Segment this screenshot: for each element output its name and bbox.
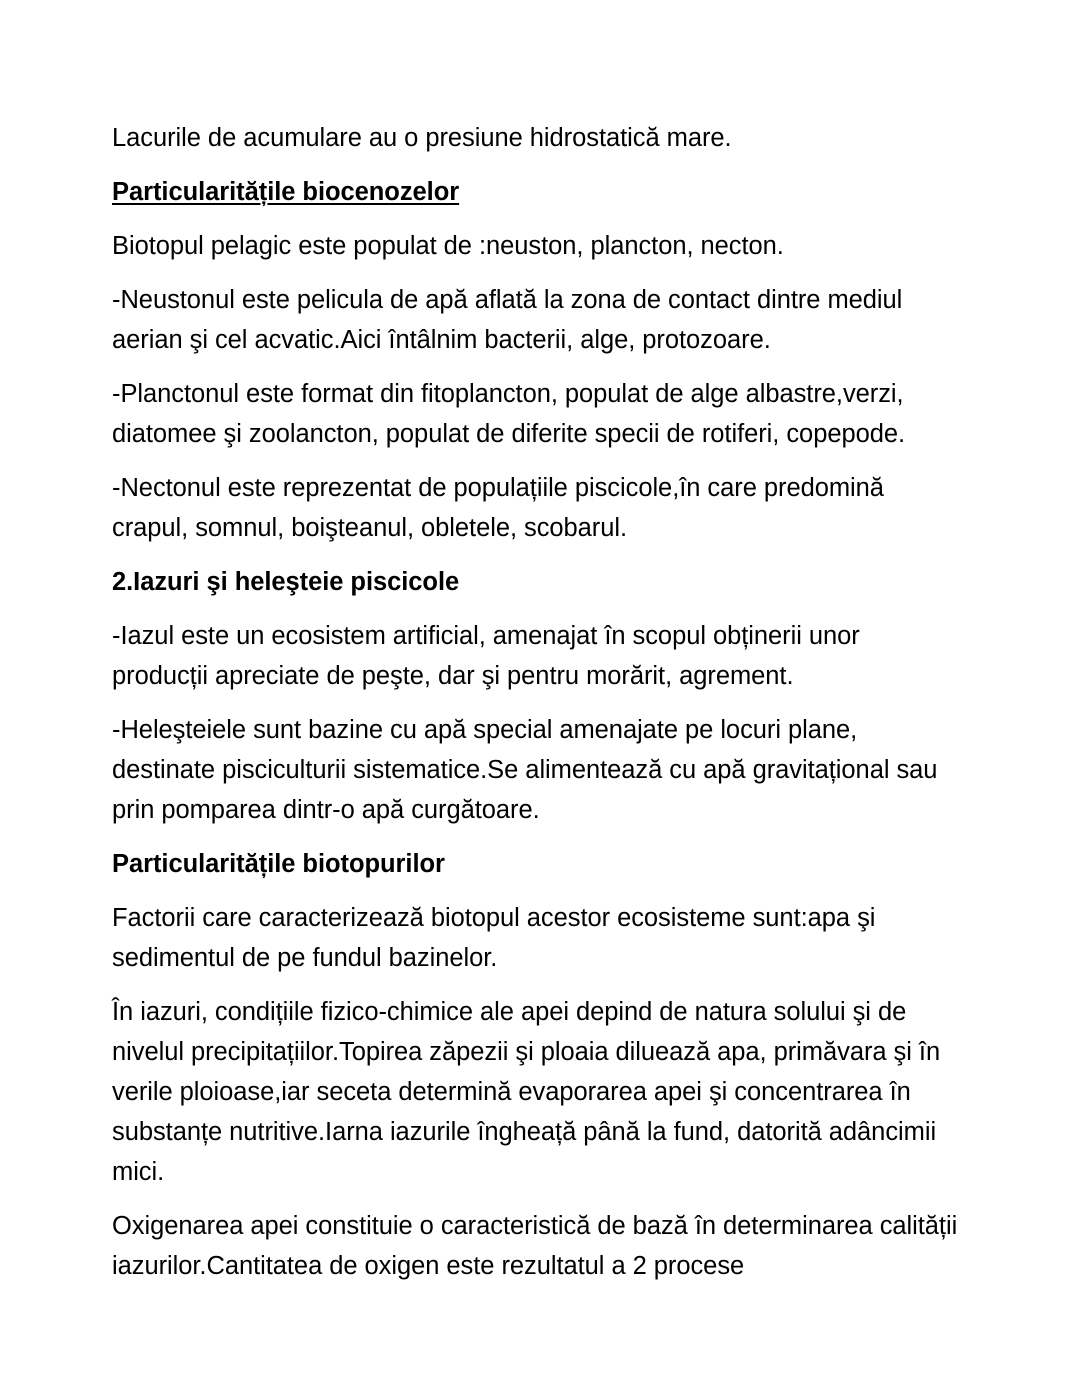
paragraph-lacuri-presiune: Lacurile de acumulare au o presiune hidrostatică mare.	[112, 124, 732, 152]
heading-particularitatile-biocenozelor: Particularitățile biocenozelor	[112, 178, 460, 206]
paragraph-biotop-pelagic: Biotopul pelagic este populat de :neuston, plancton, necton.	[112, 232, 784, 260]
document-text-body	[112, 118, 965, 1286]
paragraph-plancton: -Planctonul este format din fitoplancton, populat de alge albastre,verzi, diatomee şi zoolancton, populat de diferite specii de rotiferi, copepode.	[112, 380, 911, 448]
paragraph-oxigenarea-apei: Oxigenarea apei constituie o caracteristică de bază în determinarea calității iazurilor.Cantitatea de oxigen este rezultatul a 2 procese	[112, 1212, 965, 1280]
paragraph-helesteiele-definitie: -Heleşteiele sunt bazine cu apă special amenajate pe locuri plane, destinate pisciculturii sistematice.Se alimentează cu apă gravitațional sau prin pomparea dintr-o apă curgătoare.	[112, 716, 945, 824]
paragraph-neuston: -Neustonul este pelicula de apă aflată la zona de contact dintre mediul aerian şi cel acvatic.Aici întâlnim bacterii, alge, protozoare.	[112, 286, 910, 354]
paragraph-conditii-fizico-chimice: În iazuri, condițiile fizico-chimice ale apei depind de natura solului şi de nivelul precipitațiilor.Topirea zăpezii şi ploaia diluează apa, primăvara şi în verile ploioase,iar seceta determină evaporarea apei şi concentrarea în substanțe nutritive.Iarna iazurile îngheață până la fund, datorită adâncimii mici.	[112, 998, 948, 1186]
heading-iazuri-si-helesteie-piscicole: 2.Iazuri şi heleşteie piscicole	[112, 568, 460, 596]
heading-particularitatile-biotopurilor: Particularitățile biotopurilor	[112, 850, 445, 878]
paragraph-iazul-definitie: -Iazul este un ecosistem artificial, amenajat în scopul obținerii unor producții apreciate de peşte, dar şi pentru morărit, agrement.	[112, 622, 867, 690]
paragraph-factorii-biotop: Factorii care caracterizează biotopul acestor ecosisteme sunt:apa şi sedimentul de pe fundul bazinelor.	[112, 904, 883, 972]
paragraph-necton: -Nectonul este reprezentat de populațiile piscicole,în care predomină crapul, somnul, boişteanul, obletele, scobarul.	[112, 474, 891, 542]
